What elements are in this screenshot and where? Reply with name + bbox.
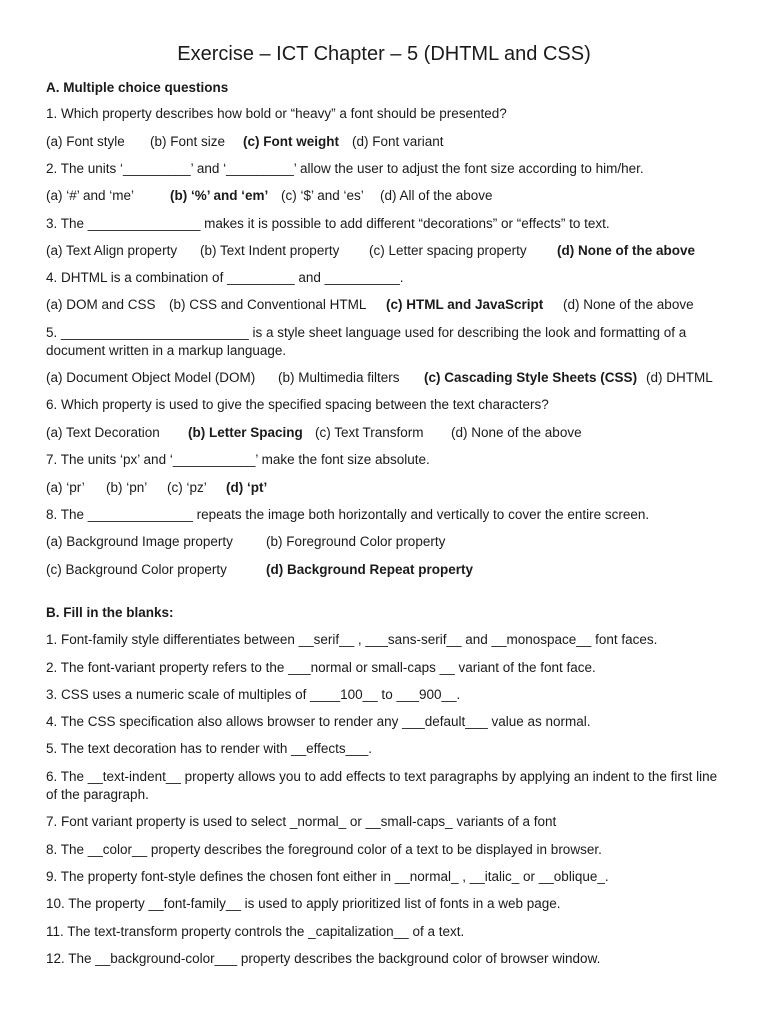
option-1a: (a) Font style	[46, 134, 125, 149]
blank-item-6: 6. The __text-indent__ property allows you to add effects to text paragraphs by applying an indent to the first line of the paragraph.	[46, 769, 718, 802]
option-2d: (d) All of the above	[380, 188, 493, 203]
question-1: 1. Which property describes how bold or “heavy” a font should be presented?	[46, 106, 507, 121]
option-3d-answer: (d) None of the above	[557, 243, 695, 258]
option-8c: (c) Background Color property	[46, 562, 227, 577]
option-2b-answer: (b) ‘%’ and ‘em’	[170, 188, 269, 203]
option-8b: (b) Foreground Color property	[266, 534, 446, 549]
blank-item-5: 5. The text decoration has to render with __effects___.	[46, 741, 372, 756]
question-3: 3. The _______________ makes it is possible to add different “decorations” or “effects” to text.	[46, 216, 610, 231]
option-8d-answer: (d) Background Repeat property	[266, 562, 474, 577]
option-1c-answer: (c) Font weight	[243, 134, 339, 149]
blank-item-9: 9. The property font-style defines the chosen font either in __normal_ , __italic_ or __oblique_.	[46, 869, 609, 884]
option-2c: (c) ‘$’ and ‘es’	[281, 188, 364, 203]
option-3b: (b) Text Indent property	[200, 243, 340, 258]
question-7: 7. The units ‘px’ and ‘___________’ make the font size absolute.	[46, 452, 430, 467]
option-7b: (b) ‘pn’	[106, 480, 148, 495]
option-4d: (d) None of the above	[563, 297, 694, 312]
blank-item-3: 3. CSS uses a numeric scale of multiples of ____100__ to ___900__.	[46, 687, 461, 702]
option-3a: (a) Text Align property	[46, 243, 178, 258]
option-4b: (b) CSS and Conventional HTML	[169, 297, 367, 312]
section-a-heading: A. Multiple choice questions	[46, 80, 229, 95]
option-5a: (a) Document Object Model (DOM)	[46, 370, 256, 385]
blank-item-7: 7. Font variant property is used to select _normal_ or __small-caps_ variants of a font	[46, 814, 557, 829]
option-6b-answer: (b) Letter Spacing	[188, 425, 303, 440]
option-7a: (a) ‘pr’	[46, 480, 85, 495]
option-6a: (a) Text Decoration	[46, 425, 160, 440]
option-5d: (d) DHTML	[646, 370, 713, 385]
blank-item-2: 2. The font-variant property refers to the ___normal or small-caps __ variant of the font face.	[46, 660, 596, 675]
option-8a: (a) Background Image property	[46, 534, 233, 549]
blank-item-4: 4. The CSS specification also allows browser to render any ___default___ value as normal.	[46, 714, 591, 729]
question-4: 4. DHTML is a combination of _________ and __________.	[46, 270, 404, 285]
blank-item-10: 10. The property __font-family__ is used to apply prioritized list of fonts in a web page.	[46, 896, 561, 911]
blank-item-11: 11. The text-transform property controls the _capitalization__ of a text.	[46, 924, 465, 939]
option-4a: (a) DOM and CSS	[46, 297, 156, 312]
question-8: 8. The ______________ repeats the image both horizontally and vertically to cover the entire screen.	[46, 507, 650, 522]
option-2a: (a) ‘#’ and ‘me’	[46, 188, 135, 203]
option-6c: (c) Text Transform	[315, 425, 424, 440]
option-6d: (d) None of the above	[451, 425, 582, 440]
blank-item-1: 1. Font-family style differentiates between __serif__ , ___sans-serif__ and __monospace__ font faces.	[46, 632, 658, 647]
page-title: Exercise – ICT Chapter – 5 (DHTML and CSS)	[177, 43, 591, 65]
option-5c-answer: (c) Cascading Style Sheets (CSS)	[424, 370, 638, 385]
blank-item-12: 12. The __background-color___ property describes the background color of browser window.	[46, 951, 601, 966]
question-5: 5. _________________________ is a style sheet language used for describing the look and formatting of a document written in a markup language.	[46, 325, 687, 358]
question-6: 6. Which property is used to give the specified spacing between the text characters?	[46, 397, 549, 412]
option-7c: (c) ‘pz’	[167, 480, 207, 495]
option-4c-answer: (c) HTML and JavaScript	[386, 297, 544, 312]
option-5b: (b) Multimedia filters	[278, 370, 400, 385]
section-b-heading: B. Fill in the blanks:	[46, 605, 174, 620]
option-7d-answer: (d) ‘pt’	[226, 480, 268, 495]
option-1b: (b) Font size	[150, 134, 226, 149]
blank-item-8: 8. The __color__ property describes the foreground color of a text to be displayed in browser.	[46, 842, 602, 857]
option-1d: (d) Font variant	[352, 134, 444, 149]
question-2: 2. The units ‘_________’ and ‘_________’ allow the user to adjust the font size according to him/her.	[46, 161, 644, 176]
option-3c: (c) Letter spacing property	[369, 243, 527, 258]
